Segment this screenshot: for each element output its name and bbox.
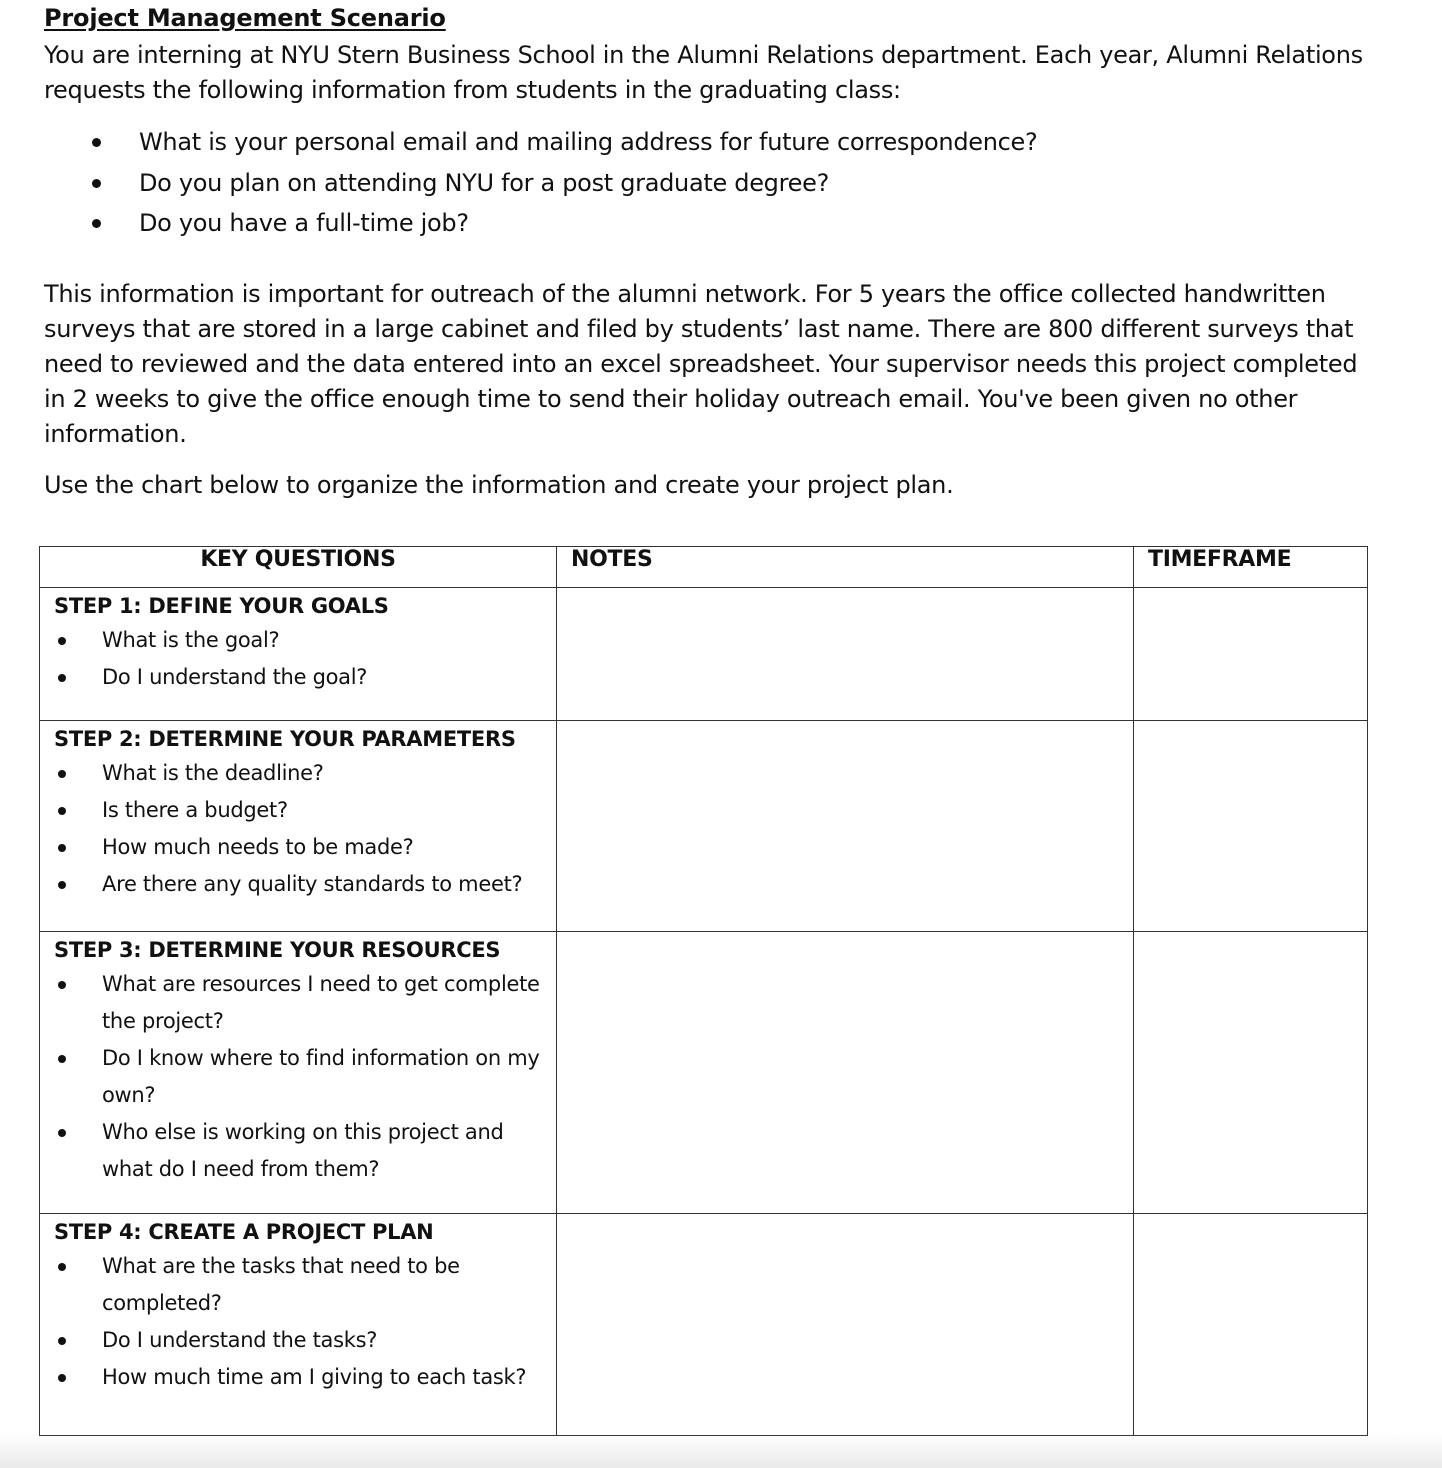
bullet-icon	[58, 1337, 66, 1345]
intro-paragraph: You are interning at NYU Stern Business School in the Alumni Relations department. Each year, Alumni Relations requests the following information from students in the graduating class:	[44, 41, 1363, 104]
bullet-icon	[58, 1055, 66, 1063]
bullet-icon	[58, 881, 66, 889]
list-item: What is your personal email and mailing address for future correspondence?	[44, 122, 1037, 163]
list-item: What are resources I need to get complete the project?	[40, 966, 556, 1040]
table-row	[40, 1214, 1368, 1436]
list-item: Do you plan on attending NYU for a post graduate degree?	[44, 163, 1037, 204]
list-item: Do you have a full-time job?	[44, 203, 1037, 244]
list-item: Do I understand the tasks?	[40, 1322, 556, 1359]
project-plan-table	[39, 546, 1368, 1436]
step-4-notes-cell[interactable]	[557, 1214, 1134, 1436]
step-3-timeframe-cell[interactable]	[1134, 932, 1368, 1214]
step-1-cell	[40, 588, 557, 721]
step-2-timeframe-cell[interactable]	[1134, 721, 1368, 932]
bullet-icon	[58, 981, 66, 989]
step-2-cell	[40, 721, 557, 932]
step-questions	[40, 751, 556, 913]
header-key-questions: KEY QUESTIONS	[40, 547, 557, 588]
step-4-cell	[40, 1214, 557, 1436]
step-questions	[40, 962, 556, 1198]
table-row	[40, 721, 1368, 932]
list-item: Do I understand the goal?	[40, 659, 556, 696]
bullet-icon	[58, 807, 66, 815]
list-item: What is the goal?	[40, 622, 556, 659]
bullet-icon	[58, 674, 66, 682]
step-questions	[40, 618, 556, 706]
step-questions	[40, 1244, 556, 1406]
bullet-icon	[92, 219, 101, 228]
step-title: STEP 2: DETERMINE YOUR PARAMETERS	[54, 727, 516, 751]
list-item: What is the deadline?	[40, 755, 556, 792]
header-timeframe: TIMEFRAME	[1134, 547, 1368, 588]
list-item: Are there any quality standards to meet?	[40, 866, 556, 903]
list-item: Who else is working on this project and what do I need from them?	[40, 1114, 556, 1188]
step-1-timeframe-cell[interactable]	[1134, 588, 1368, 721]
survey-questions-list	[44, 122, 1037, 244]
table-row	[40, 932, 1368, 1214]
bullet-icon	[58, 637, 66, 645]
list-item: What are the tasks that need to be completed?	[40, 1248, 556, 1322]
document-title: Project Management Scenario	[44, 4, 446, 32]
step-3-cell	[40, 932, 557, 1214]
step-4-timeframe-cell[interactable]	[1134, 1214, 1368, 1436]
step-1-notes-cell[interactable]	[557, 588, 1134, 721]
table-row	[40, 588, 1368, 721]
bullet-icon	[58, 844, 66, 852]
bullet-icon	[92, 179, 101, 188]
step-title: STEP 3: DETERMINE YOUR RESOURCES	[54, 938, 501, 962]
step-title: STEP 1: DEFINE YOUR GOALS	[54, 594, 389, 618]
list-item: Is there a budget?	[40, 792, 556, 829]
list-item: Do I know where to find information on my own?	[40, 1040, 556, 1114]
bullet-icon	[58, 1129, 66, 1137]
step-title: STEP 4: CREATE A PROJECT PLAN	[54, 1220, 434, 1244]
list-item: How much needs to be made?	[40, 829, 556, 866]
scenario-paragraph: This information is important for outreach of the alumni network. For 5 years the office collected handwritten surveys that are stored in a large cabinet and filed by students’ last name. There are 800 different surveys that need to reviewed and the data entered into an excel spreadsheet. Your supervisor needs this project completed in 2 weeks to give the office enough time to send their holiday outreach email. You've been given no other information.	[44, 280, 1358, 448]
list-item: How much time am I giving to each task?	[40, 1359, 556, 1396]
page-bottom-shadow	[0, 1434, 1442, 1468]
table-header-row	[40, 547, 1368, 588]
bullet-icon	[58, 1263, 66, 1271]
bullet-icon	[58, 1374, 66, 1382]
bullet-icon	[58, 770, 66, 778]
step-2-notes-cell[interactable]	[557, 721, 1134, 932]
instruction-paragraph: Use the chart below to organize the information and create your project plan.	[44, 471, 954, 499]
bullet-icon	[92, 138, 101, 147]
header-notes: NOTES	[557, 547, 1134, 588]
step-3-notes-cell[interactable]	[557, 932, 1134, 1214]
